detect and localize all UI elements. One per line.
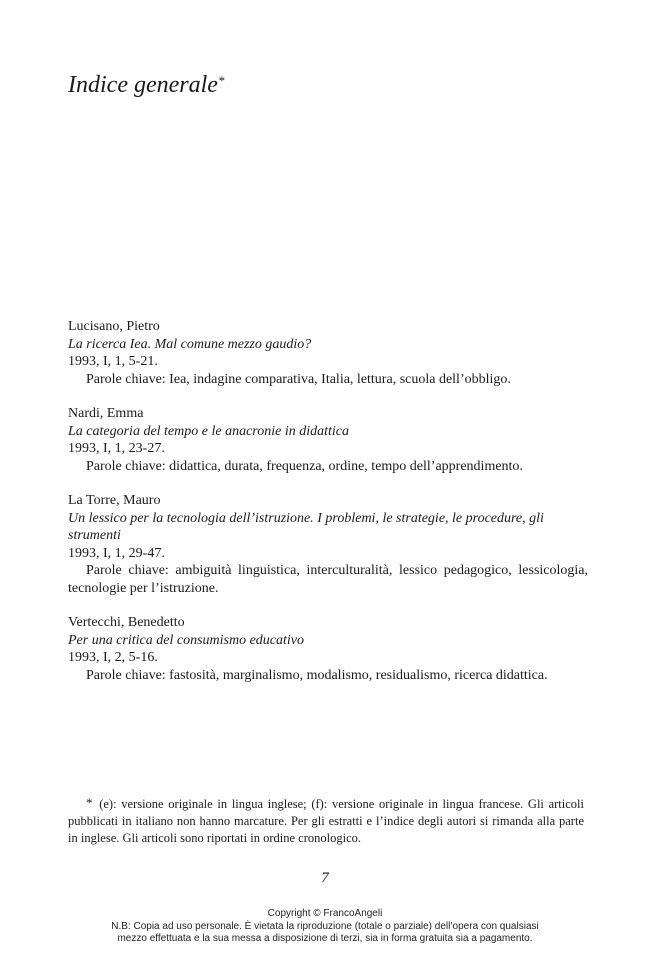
entry-title: Un lessico per la tecnologia dell’istruzione. I problemi, le strategie, le procedure, gli strumenti <box>68 510 544 543</box>
copyright-line: mezzo effettuata e la sua messa a disposizione di terzi, sia in forma gratuita sia a pagamento. <box>117 933 533 944</box>
entry-citation: 1993, I, 1, 29-47. <box>68 545 165 561</box>
entry-title: La ricerca Iea. Mal comune mezzo gaudio? <box>68 336 312 352</box>
index-entries <box>68 318 588 701</box>
index-entry <box>68 318 588 388</box>
entry-title: La categoria del tempo e le anacronie in didattica <box>68 423 349 439</box>
entry-title: Per una critica del consumismo educativo <box>68 632 305 648</box>
page-title <box>68 70 224 100</box>
copyright-notice <box>0 908 650 946</box>
entry-keywords: Parole chiave: Iea, indagine comparativa, Italia, lettura, scuola dell’obbligo. <box>86 371 511 387</box>
entry-citation: 1993, I, 1, 23-27. <box>68 441 165 456</box>
index-entry <box>68 492 588 597</box>
index-entry <box>68 405 588 475</box>
footnote-mark: * <box>86 795 93 810</box>
index-entry <box>68 614 588 684</box>
entry-keywords: Parole chiave: didattica, durata, frequenza, ordine, tempo dell’apprendimento. <box>86 458 523 474</box>
page-number: 7 <box>321 870 329 886</box>
entry-citation: 1993, I, 1, 5-21. <box>68 354 158 369</box>
copyright-line: Copyright © FrancoAngeli <box>267 908 383 919</box>
entry-author: Vertecchi, Benedetto <box>68 615 185 630</box>
title-footnote-mark: * <box>217 73 225 88</box>
entry-citation: 1993, I, 2, 5-16. <box>68 650 158 665</box>
entry-keywords: Parole chiave: fastosità, marginalismo, modalismo, residualismo, ricerca didattica. <box>86 667 548 683</box>
entry-keywords: Parole chiave: ambiguità linguistica, interculturalità, lessico pedagogico, lessicologia, tecnologie per l’istruzione. <box>68 563 588 596</box>
entry-author: Lucisano, Pietro <box>68 319 160 334</box>
page-title-text: Indice generale <box>68 72 218 98</box>
footnote-text: (e): versione originale in lingua inglese; (f): versione originale in lingua francese. Gli articoli pubblicati in italiano non hanno marcature. Per gli estratti e l’indice degli autori si rimanda alla parte in inglese. Gli articoli sono riportati in ordine cronologico. <box>68 797 584 845</box>
entry-author: Nardi, Emma <box>68 406 144 421</box>
copyright-line: N.B: Copia ad uso personale. È vietata la riproduzione (totale o parziale) dell’opera con qualsiasi <box>111 920 539 932</box>
entry-author: La Torre, Mauro <box>68 493 161 508</box>
footnote <box>68 796 584 847</box>
